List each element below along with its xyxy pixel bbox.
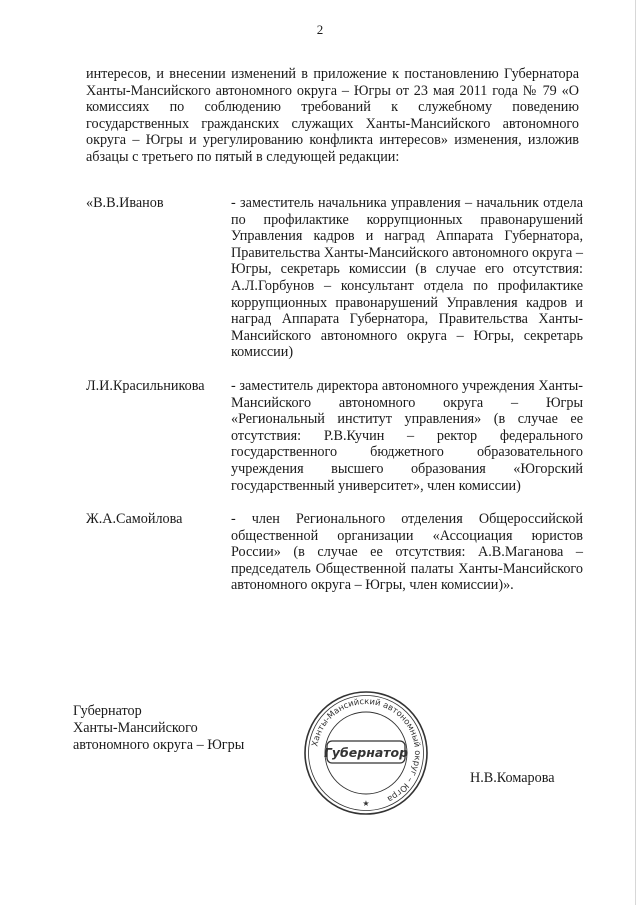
- member-description: - член Регионального отделения Общероссийской общественной организации «Ассоциация юристов России» (в случае ее отсутствия: А.В.Маганова – председатель Общественной палаты Ханты-Мансийского автономного округа – Югры, член комиссии)».: [231, 511, 583, 594]
- member-description: - заместитель начальника управления – начальник отдела по профилактике коррупционных правонарушений Управления кадров и наград Аппарата Губернатора, Правительства Ханты-Мансийского автономного округа – Югры, секретарь комиссии (в случае его отсутствия: А.Л.Горбунов – консультант отдела по профилактике коррупционных правонарушений Управления кадров и наград Аппарата Губернатора, Правительства Ханты-Мансийского автономного округа – Югры, секретарь комиссии): [231, 195, 583, 361]
- member-name: «В.В.Иванов: [86, 195, 164, 211]
- seal-ring-text: Ханты-Мансийский автономный округ – Югра: [309, 695, 424, 805]
- official-seal-stamp: [303, 690, 429, 816]
- signer-position-line: Ханты-Мансийского: [73, 720, 198, 736]
- star-icon: ★: [362, 799, 370, 808]
- member-entry: [86, 511, 586, 594]
- member-entry: [86, 195, 586, 361]
- member-name: Л.И.Красильникова: [86, 377, 205, 394]
- page-number: 2: [316, 22, 324, 37]
- scan-edge-line: [635, 0, 636, 905]
- commission-members-list: [86, 195, 586, 594]
- intro-paragraph: интересов, и внесении изменений в приложение к постановлению Губернатора Ханты-Мансийского автономного округа – Югры от 23 мая 2011 года № 79 «О комиссиях по соблюдению требований к служебному поведению государственных гражданских служащих Ханты-Мансийского автономного округа – Югры и урегулированию конфликта интересов» изменения, изложив абзацы с третьего по пятый в следующей редакции:: [86, 66, 579, 165]
- signer-position: [73, 703, 293, 754]
- seal-center-text: Губернатор: [323, 745, 409, 760]
- signer-name: Н.В.Комарова: [470, 770, 555, 786]
- member-entry: [86, 378, 586, 494]
- member-description: - заместитель директора автономного учреждения Ханты-Мансийского автономного округа – Югры «Региональный институт управления» (в случае ее отсутствия: Р.В.Кучин – ректор федерального государственного бюджетного образовательного учреждения высшего образования «Югорский государственный университет», член комиссии): [231, 377, 583, 494]
- signer-position-line: автономного округа – Югры: [73, 737, 245, 753]
- signer-position-line: Губернатор: [73, 703, 142, 719]
- member-name: Ж.А.Самойлова: [86, 511, 183, 528]
